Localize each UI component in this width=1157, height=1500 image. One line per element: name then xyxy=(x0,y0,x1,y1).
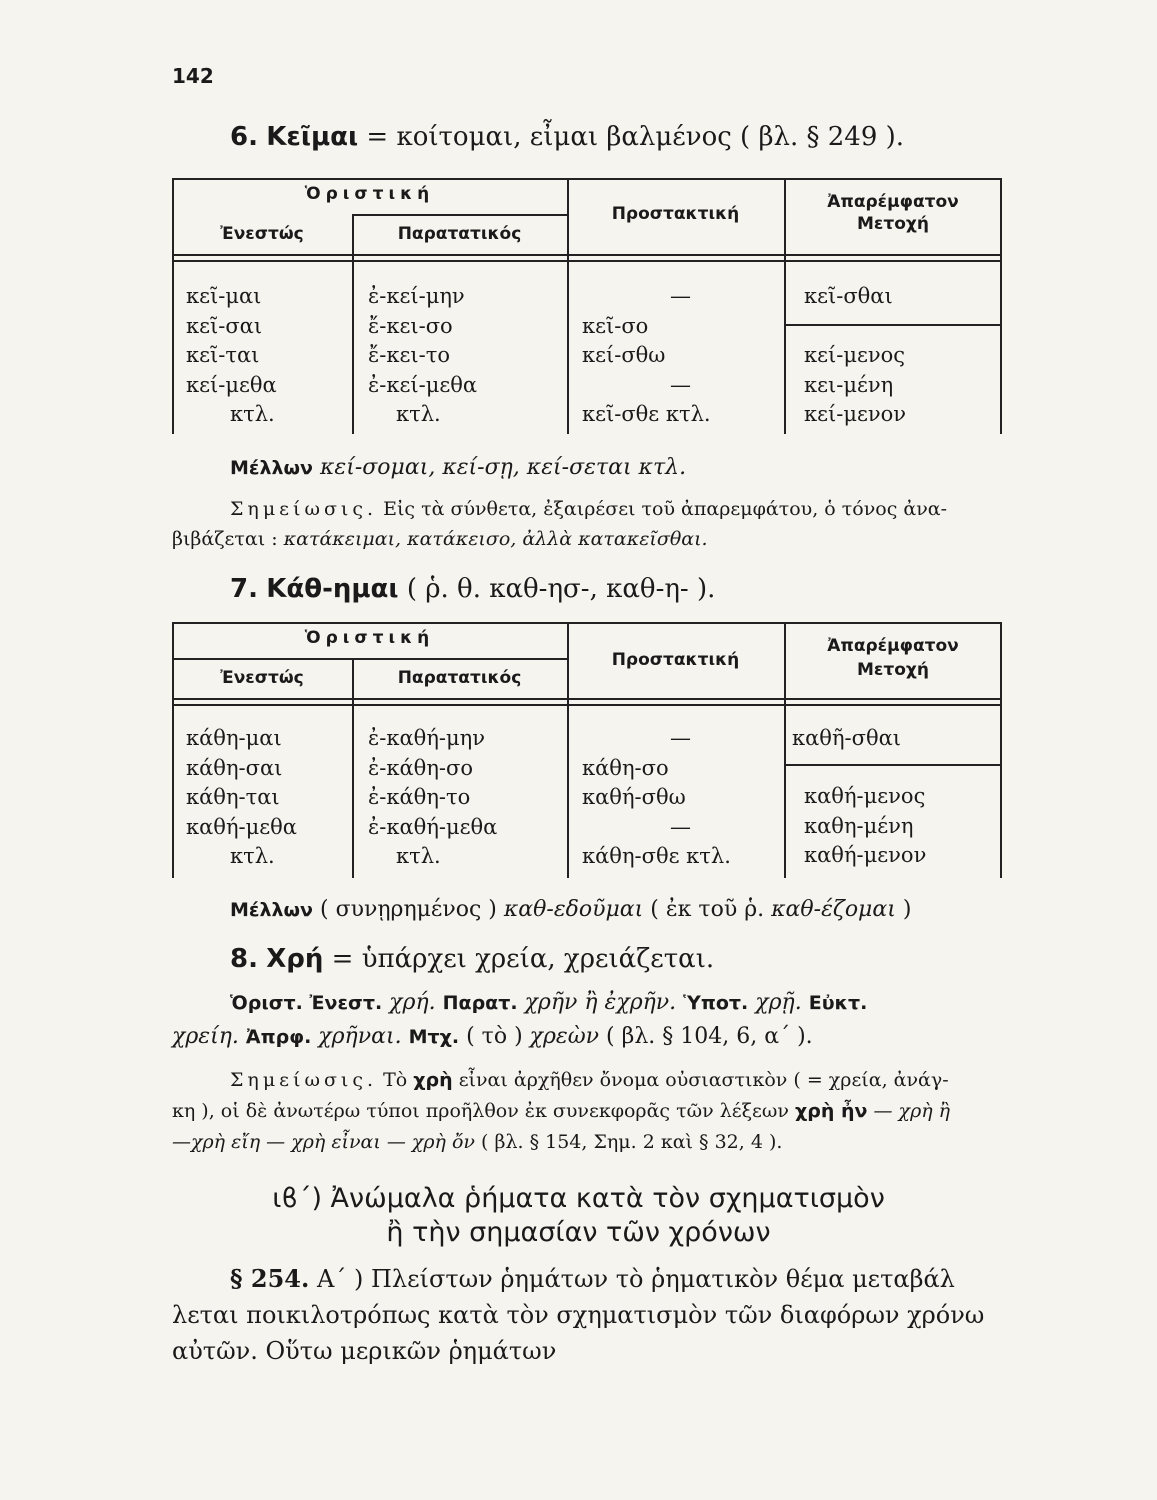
future-source: ( ἐκ τοῦ ῥ. xyxy=(650,897,765,922)
cell: καθή-μενος xyxy=(804,784,926,808)
section-7-number: 7. xyxy=(230,574,258,604)
section-8-heading xyxy=(230,944,714,974)
cell: καθή-μενον xyxy=(804,843,927,867)
future-tense-line-1 xyxy=(230,455,686,480)
note-2-line-2 xyxy=(172,1100,950,1122)
cell: κτλ. xyxy=(230,844,275,868)
reference: ( βλ. § 104, 6, α΄ ). xyxy=(599,1024,813,1049)
note-1-text-start: βιβάζεται : xyxy=(172,528,278,550)
cell: καθή-μεθα xyxy=(186,814,297,839)
section-title-line-1: ιϐ΄) Ἀνώμαλα ῥήματα κατὰ τὸν σχηματισμὸν xyxy=(272,1183,885,1214)
cell: ἐ-καθή-μην xyxy=(368,726,485,750)
form-label: Εὐκτ. xyxy=(808,992,868,1014)
form-label: Ὁριστ. Ἐνεστ. xyxy=(230,992,383,1014)
note-1-text: Εἰς τὰ σύνθετα, ἐξαιρέσει τοῦ ἀπαρεμφάτου, ὁ τόνος ἀνα- xyxy=(383,498,948,520)
cell-aparemfaton: κεῖ-σθαι xyxy=(804,284,893,308)
note-1-examples: κατάκειμαι, κατάκεισο, ἀλλὰ κατακεῖσθαι. xyxy=(283,528,708,550)
cell: κεῖ-σαι xyxy=(186,313,263,338)
header-prostaktiki: Προστακτική xyxy=(611,204,740,224)
cell: — xyxy=(670,284,691,308)
future-form: καθ-εδοῦμαι xyxy=(503,897,644,922)
note-2-keyword: χρὴ xyxy=(413,1069,453,1091)
section-6-number: 6. xyxy=(230,122,258,152)
cell: κεί-σθω xyxy=(582,343,666,367)
cell: ἐ-κάθη-σο xyxy=(368,755,473,780)
header-paratatikos: Παρατατικός xyxy=(397,668,522,688)
cell: κάθη-σθε κτλ. xyxy=(582,844,731,868)
column-enestos xyxy=(186,724,297,872)
section-7-heading xyxy=(230,574,715,604)
future-source-verb: καθ-έζομαι xyxy=(771,897,896,922)
cell: κτλ. xyxy=(396,844,441,868)
section-7-definition: ( ῥ. θ. καθ-ησ-, καθ-η- ). xyxy=(406,574,716,604)
cell: κεί-μεθα xyxy=(186,372,277,397)
column-prostaktiki xyxy=(582,282,772,430)
note-2-forms: — χρὴ ἢ xyxy=(873,1100,951,1122)
cell: κεῖ-μαι xyxy=(186,284,262,308)
cell: κεῖ-ται xyxy=(186,343,260,367)
note-2-forms: —χρὴ εἴη — χρὴ εἶναι — χρὴ ὄν xyxy=(172,1131,475,1153)
header-oristiki: Ὁριστική xyxy=(304,628,435,648)
conjugation-table-keimai xyxy=(172,178,1002,434)
section-8-definition: = ὑπάρχει χρεία, χρειάζεται. xyxy=(331,944,715,974)
column-paratatikos xyxy=(368,724,497,872)
section-7-verb: Κάθ-ημαι xyxy=(266,574,399,604)
header-enestos: Ἐνεστώς xyxy=(220,668,304,688)
paragraph-254-line-2: λεται ποικιλοτρόπως κατὰ τὸν σχηματισμὸν τῶν διαφόρων χρόνω xyxy=(172,1301,985,1329)
cell: ἐ-κεί-μεθα xyxy=(368,372,478,397)
paragraph-label: § 254. xyxy=(230,1264,310,1293)
future-close: ) xyxy=(902,897,912,922)
header-enestos: Ἐνεστώς xyxy=(220,224,304,244)
form: χρῇ. xyxy=(748,990,809,1015)
cell: κάθη-σο xyxy=(582,755,669,780)
cell: ἔ-κει-σο xyxy=(368,313,453,338)
chre-forms-line-1 xyxy=(230,990,867,1015)
header-prostaktiki: Προστακτική xyxy=(611,650,740,670)
section-6-verb: Κεῖμαι xyxy=(266,122,359,152)
note-2-keyword: χρὴ ἦν xyxy=(795,1100,868,1122)
cell: κτλ. xyxy=(396,402,441,426)
cell: ἐ-καθή-μεθα xyxy=(368,814,498,839)
header-paratatikos: Παρατατικός xyxy=(397,224,522,244)
paragraph-text: Α΄ ) Πλείστων ῥημάτων τὸ ῥηματικὸν θέμα μεταβάλ xyxy=(317,1265,955,1293)
cell: καθή-σθω xyxy=(582,785,686,809)
note-label: Σημείωσις. xyxy=(230,1069,378,1091)
section-6-definition: = κοίτομαι, εἶμαι βαλμένος ( βλ. § 249 ). xyxy=(366,122,905,152)
note-label: Σημείωσις. xyxy=(230,498,378,520)
note-1-line-1 xyxy=(230,498,947,520)
cell: κάθη-μαι xyxy=(186,726,282,750)
future-label: Μέλλων xyxy=(230,899,313,921)
note-2-text: εἶναι ἀρχῆθεν ὄνομα οὐσιαστικὸν ( = χρεία, ἀνάγ- xyxy=(458,1069,949,1091)
cell: ἔ-κει-το xyxy=(368,343,450,367)
future-tense-line-2 xyxy=(230,897,911,922)
section-8-number: 8. xyxy=(230,944,258,974)
cell: κεί-μενος xyxy=(804,343,906,367)
cell: κει-μένη xyxy=(804,372,894,397)
note-2-line-3 xyxy=(172,1131,782,1153)
paragraph-254-line-1 xyxy=(230,1264,955,1293)
section-8-verb: Χρή xyxy=(266,944,324,974)
future-forms: κεί-σομαι, κεί-σῃ, κεί-σεται κτλ. xyxy=(320,455,687,480)
header-metochi: Μετοχή xyxy=(857,214,929,234)
cell: — xyxy=(670,814,691,839)
header-oristiki: Ὁριστική xyxy=(304,184,435,204)
header-aparemfaton: Ἀπαρέμφατον xyxy=(827,192,959,212)
cell: κάθη-ται xyxy=(186,785,280,809)
section-6-heading xyxy=(230,122,904,152)
cell: κεῖ-σο xyxy=(582,313,649,338)
form: χρή. xyxy=(382,990,443,1015)
note-2-text: κη ), οἱ δὲ ἀνωτέρω τύποι προῆλθον ἐκ συνεκφορᾶς τῶν λέξεων xyxy=(172,1100,789,1122)
form: χρῆναι. xyxy=(311,1024,409,1049)
paragraph-254-line-3: αὐτῶν. Οὕτω μερικῶν ῥημάτων xyxy=(172,1337,557,1365)
column-prostaktiki xyxy=(582,724,772,872)
form: χρῆν ἢ ἐχρῆν. xyxy=(517,990,684,1015)
header-metochi: Μετοχή xyxy=(857,660,929,680)
note-2-reference: ( βλ. § 154, Σημ. 2 καὶ § 32, 4 ). xyxy=(481,1131,783,1153)
header-aparemfaton: Ἀπαρέμφατον xyxy=(827,636,959,656)
form-label: Ὑποτ. xyxy=(683,992,749,1014)
cell: ἐ-κεί-μην xyxy=(368,284,465,308)
form-label: Μτχ. xyxy=(408,1026,460,1048)
column-paratatikos xyxy=(368,282,477,430)
note-2-line-1 xyxy=(230,1069,949,1091)
cell: καθη-μένη xyxy=(804,813,914,838)
text: ( τὸ ) xyxy=(459,1024,530,1049)
future-label: Μέλλων xyxy=(230,457,313,479)
form: χρείη. xyxy=(172,1024,246,1049)
section-title xyxy=(0,1182,1157,1250)
column-enestos xyxy=(186,282,277,430)
cell: ἐ-κάθη-το xyxy=(368,785,471,809)
form-label: Ἀπρφ. xyxy=(245,1026,312,1048)
conjugation-table-kathemai xyxy=(172,622,1002,878)
future-note: ( συνῃρημένος ) xyxy=(320,897,497,922)
column-metochi xyxy=(804,341,906,430)
chre-forms-line-2 xyxy=(172,1024,813,1049)
cell: κεί-μενον xyxy=(804,402,907,426)
cell: κεῖ-σθε κτλ. xyxy=(582,402,711,426)
form: χρεὼν xyxy=(529,1024,600,1049)
cell-aparemfaton: καθῆ-σθαι xyxy=(792,726,902,750)
cell: — xyxy=(670,726,691,750)
cell: — xyxy=(670,372,691,397)
page-number: 142 xyxy=(172,64,214,88)
column-metochi xyxy=(804,782,926,871)
section-title-line-2: ἢ τὴν σημασίαν τῶν χρόνων xyxy=(386,1217,771,1248)
note-2-text: Τὸ xyxy=(383,1069,408,1091)
form-label: Παρατ. xyxy=(442,992,518,1014)
cell: κάθη-σαι xyxy=(186,755,283,780)
note-1-line-2 xyxy=(172,528,708,550)
cell: κτλ. xyxy=(230,402,275,426)
